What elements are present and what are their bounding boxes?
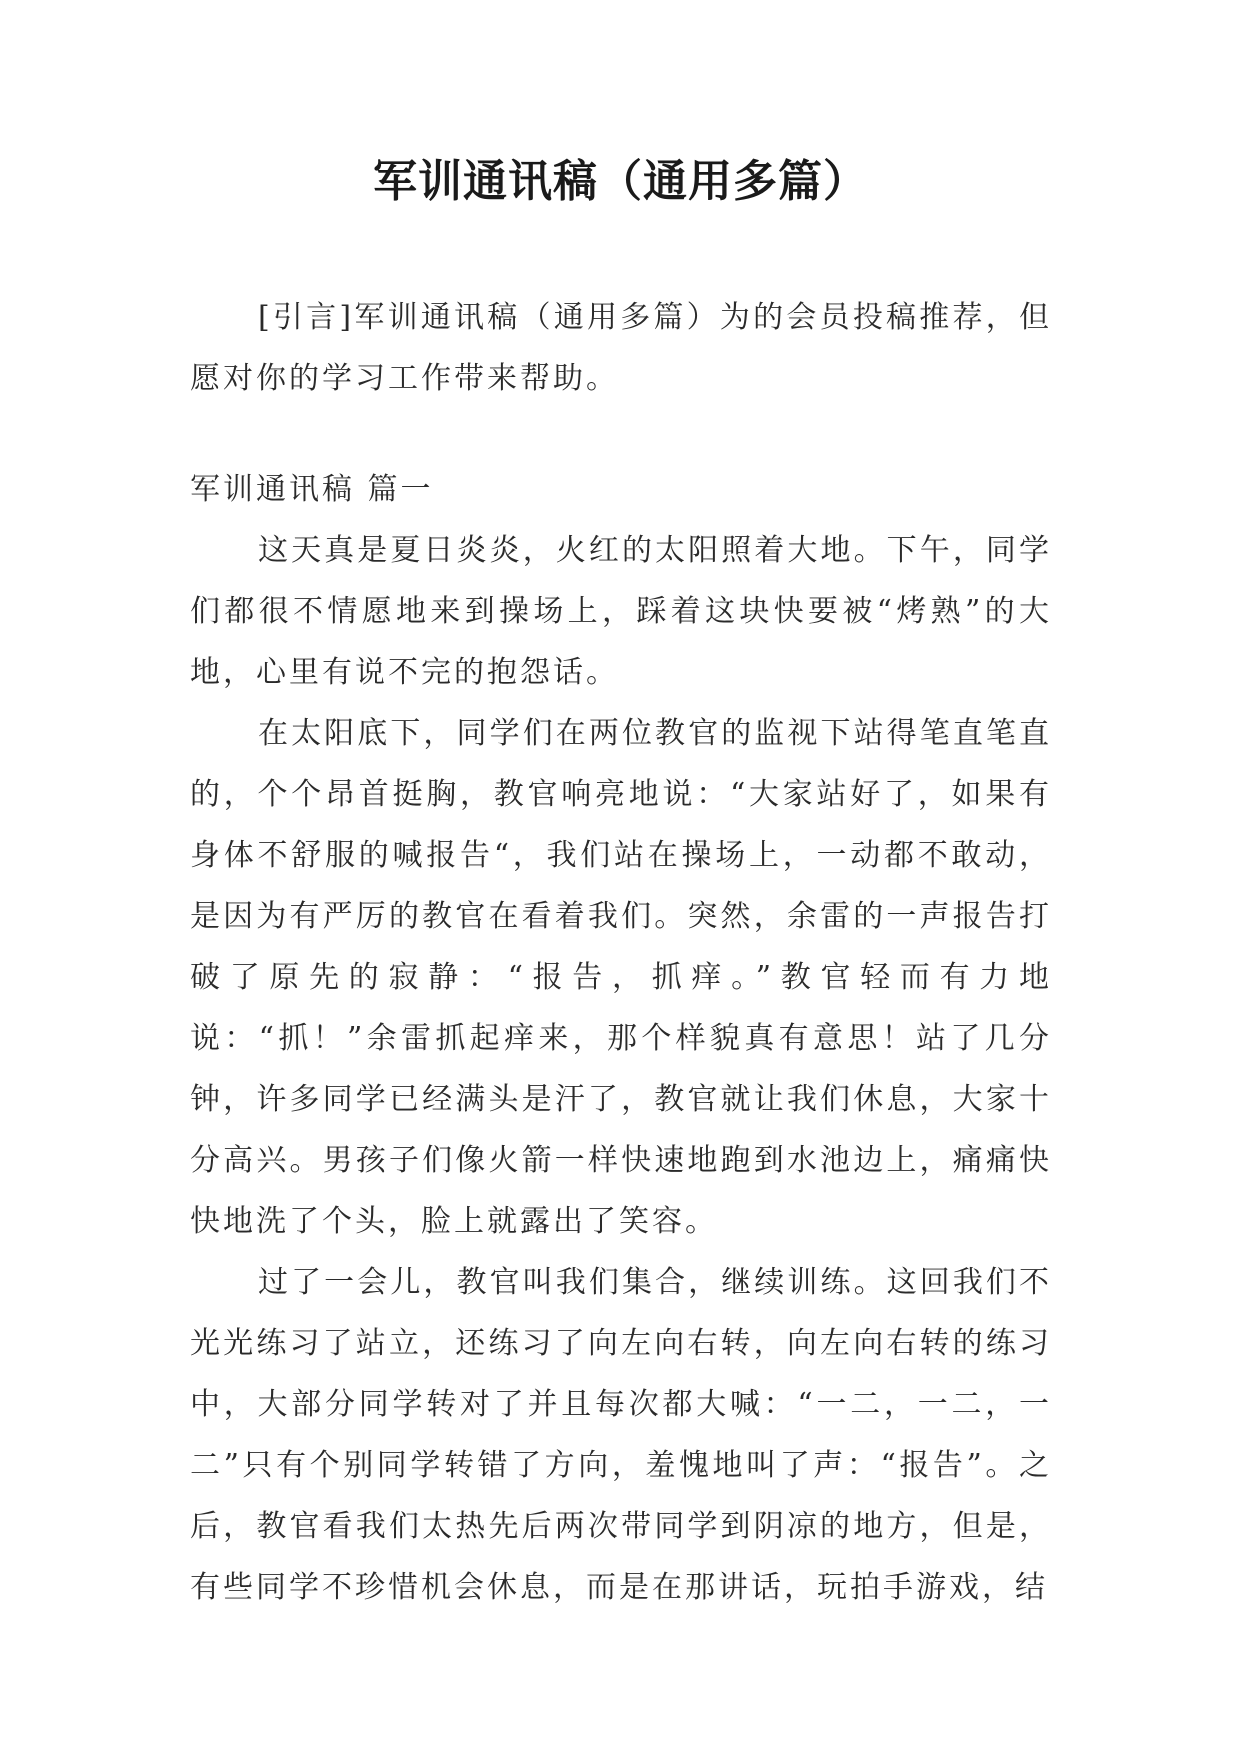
section-heading: 军训通讯稿 篇一 xyxy=(190,472,434,507)
intro-block xyxy=(190,287,1052,409)
document-title: 军训通讯稿（通用多篇） xyxy=(373,156,868,207)
section-one xyxy=(190,459,1052,1618)
paragraph-2: 在太阳底下，同学们在两位教官的监视下站得笔直笔直的，个个昂首挺胸，教官响亮地说：“大家站好了，如果有身体不舒服的喊报告“，我们站在操场上，一动都不敢动，是因为有严厉的教官在看着我们。突然，余雷的一声报告打破了原先的寂静：“报告，抓痒。”教官轻而有力地说：“抓！”余雷抓起痒来，那个样貌真有意思！站了几分钟，许多同学已经满头是汗了，教官就让我们休息，大家十分高兴。男孩子们像火箭一样快速地跑到水池边上，痛痛快快地洗了个头，脸上就露出了笑容。 xyxy=(190,716,1052,1239)
paragraph-1: 这天真是夏日炎炎，火红的太阳照着大地。下午，同学们都很不情愿地来到操场上，踩着这块快要被“烤熟”的大地，心里有说不完的抱怨话。 xyxy=(190,533,1052,690)
intro-paragraph: [引言]军训通讯稿（通用多篇）为的会员投稿推荐，但愿对你的学习工作带来帮助。 xyxy=(190,300,1052,396)
paragraph-3: 过了一会儿，教官叫我们集合，继续训练。这回我们不光光练习了站立，还练习了向左向右转，向左向右转的练习中，大部分同学转对了并且每次都大喊：“一二，一二，一二”只有个别同学转错了方向，羞愧地叫了声：“报告”。之后，教官看我们太热先后两次带同学到阴凉的地方，但是，有些同学不珍惜机会休息，而是在那讲话，玩拍手游戏，结 xyxy=(190,1265,1052,1605)
